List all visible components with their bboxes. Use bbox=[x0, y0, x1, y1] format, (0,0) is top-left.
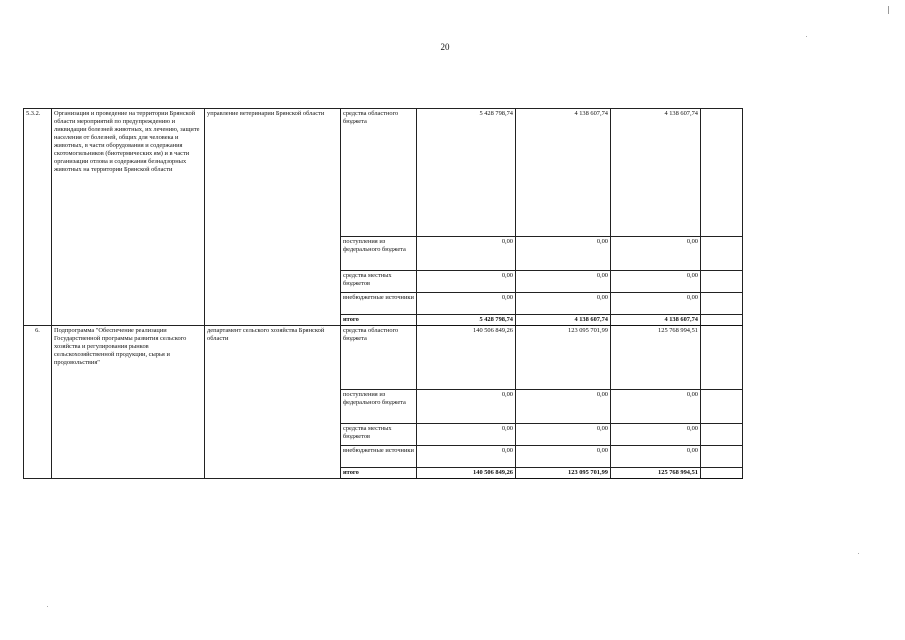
value-year-1: 0,00 bbox=[417, 446, 516, 468]
value-year-2: 4 138 607,74 bbox=[516, 109, 611, 237]
scan-speck bbox=[47, 606, 48, 607]
value-year-2: 123 095 701,99 bbox=[516, 326, 611, 390]
empty-cell bbox=[701, 446, 743, 468]
empty-cell bbox=[701, 326, 743, 390]
funding-source: поступления из федерального бюджета bbox=[341, 390, 417, 424]
value-year-2: 0,00 bbox=[516, 271, 611, 293]
total-year-2: 123 095 701,99 bbox=[516, 468, 611, 479]
empty-cell bbox=[701, 424, 743, 446]
funding-source: средства областного бюджета bbox=[341, 326, 417, 390]
table-row bbox=[24, 326, 743, 390]
empty-cell bbox=[701, 109, 743, 237]
value-year-1: 140 506 849,26 bbox=[417, 326, 516, 390]
item-number: 6. bbox=[24, 326, 52, 479]
value-year-2: 0,00 bbox=[516, 446, 611, 468]
scan-mark bbox=[888, 6, 889, 14]
empty-cell bbox=[701, 468, 743, 479]
value-year-3: 0,00 bbox=[611, 390, 701, 424]
value-year-1: 0,00 bbox=[417, 424, 516, 446]
total-year-1: 5 428 798,74 bbox=[417, 315, 516, 326]
value-year-2: 0,00 bbox=[516, 390, 611, 424]
item-executor: департамент сельского хозяйства Брянской области bbox=[205, 326, 341, 479]
item-name: Подпрограмма "Обеспечение реализации Государственной программы развития сельского хозяйства и регулирования рынков сельскохозяйственной продукции, сырья и продовольствия" bbox=[52, 326, 205, 479]
funding-source-total: итого bbox=[341, 468, 417, 479]
funding-source: поступления из федерального бюджета bbox=[341, 237, 417, 271]
item-executor: управление ветеринарии Брянской области bbox=[205, 109, 341, 326]
value-year-3: 4 138 607,74 bbox=[611, 109, 701, 237]
table-row bbox=[24, 109, 743, 237]
value-year-3: 0,00 bbox=[611, 293, 701, 315]
item-number: 5.3.2. bbox=[24, 109, 52, 326]
funding-source: средства областного бюджета bbox=[341, 109, 417, 237]
value-year-3: 0,00 bbox=[611, 424, 701, 446]
value-year-3: 125 768 994,51 bbox=[611, 326, 701, 390]
value-year-3: 0,00 bbox=[611, 237, 701, 271]
total-year-3: 4 138 607,74 bbox=[611, 315, 701, 326]
page-number: 20 bbox=[440, 42, 450, 52]
empty-cell bbox=[701, 271, 743, 293]
total-year-1: 140 506 849,26 bbox=[417, 468, 516, 479]
total-year-3: 125 768 994,51 bbox=[611, 468, 701, 479]
funding-source: средства местных бюджетов bbox=[341, 424, 417, 446]
value-year-3: 0,00 bbox=[611, 446, 701, 468]
scan-speck bbox=[858, 553, 859, 554]
value-year-2: 0,00 bbox=[516, 424, 611, 446]
empty-cell bbox=[701, 315, 743, 326]
value-year-1: 0,00 bbox=[417, 390, 516, 424]
scan-speck bbox=[806, 36, 807, 37]
budget-table bbox=[23, 108, 743, 479]
value-year-1: 0,00 bbox=[417, 237, 516, 271]
empty-cell bbox=[701, 293, 743, 315]
funding-source: внебюджетные источники bbox=[341, 293, 417, 315]
funding-source: средства местных бюджетов bbox=[341, 271, 417, 293]
empty-cell bbox=[701, 237, 743, 271]
total-year-2: 4 138 607,74 bbox=[516, 315, 611, 326]
value-year-1: 0,00 bbox=[417, 271, 516, 293]
value-year-1: 0,00 bbox=[417, 293, 516, 315]
item-name: Организация и проведение на территории Брянской области мероприятий по предупреждению и ликвидации болезней животных, их лечению, защите населения от болезней, общих для человека и животных, в части оборудования и содержания скотомогильников (биотермических ям) и в части организации отлова и содержания безнадзорных животных на территории Брянской области bbox=[52, 109, 205, 326]
value-year-3: 0,00 bbox=[611, 271, 701, 293]
value-year-1: 5 428 798,74 bbox=[417, 109, 516, 237]
value-year-2: 0,00 bbox=[516, 237, 611, 271]
value-year-2: 0,00 bbox=[516, 293, 611, 315]
funding-source-total: итого bbox=[341, 315, 417, 326]
empty-cell bbox=[701, 390, 743, 424]
funding-source: внебюджетные источники bbox=[341, 446, 417, 468]
